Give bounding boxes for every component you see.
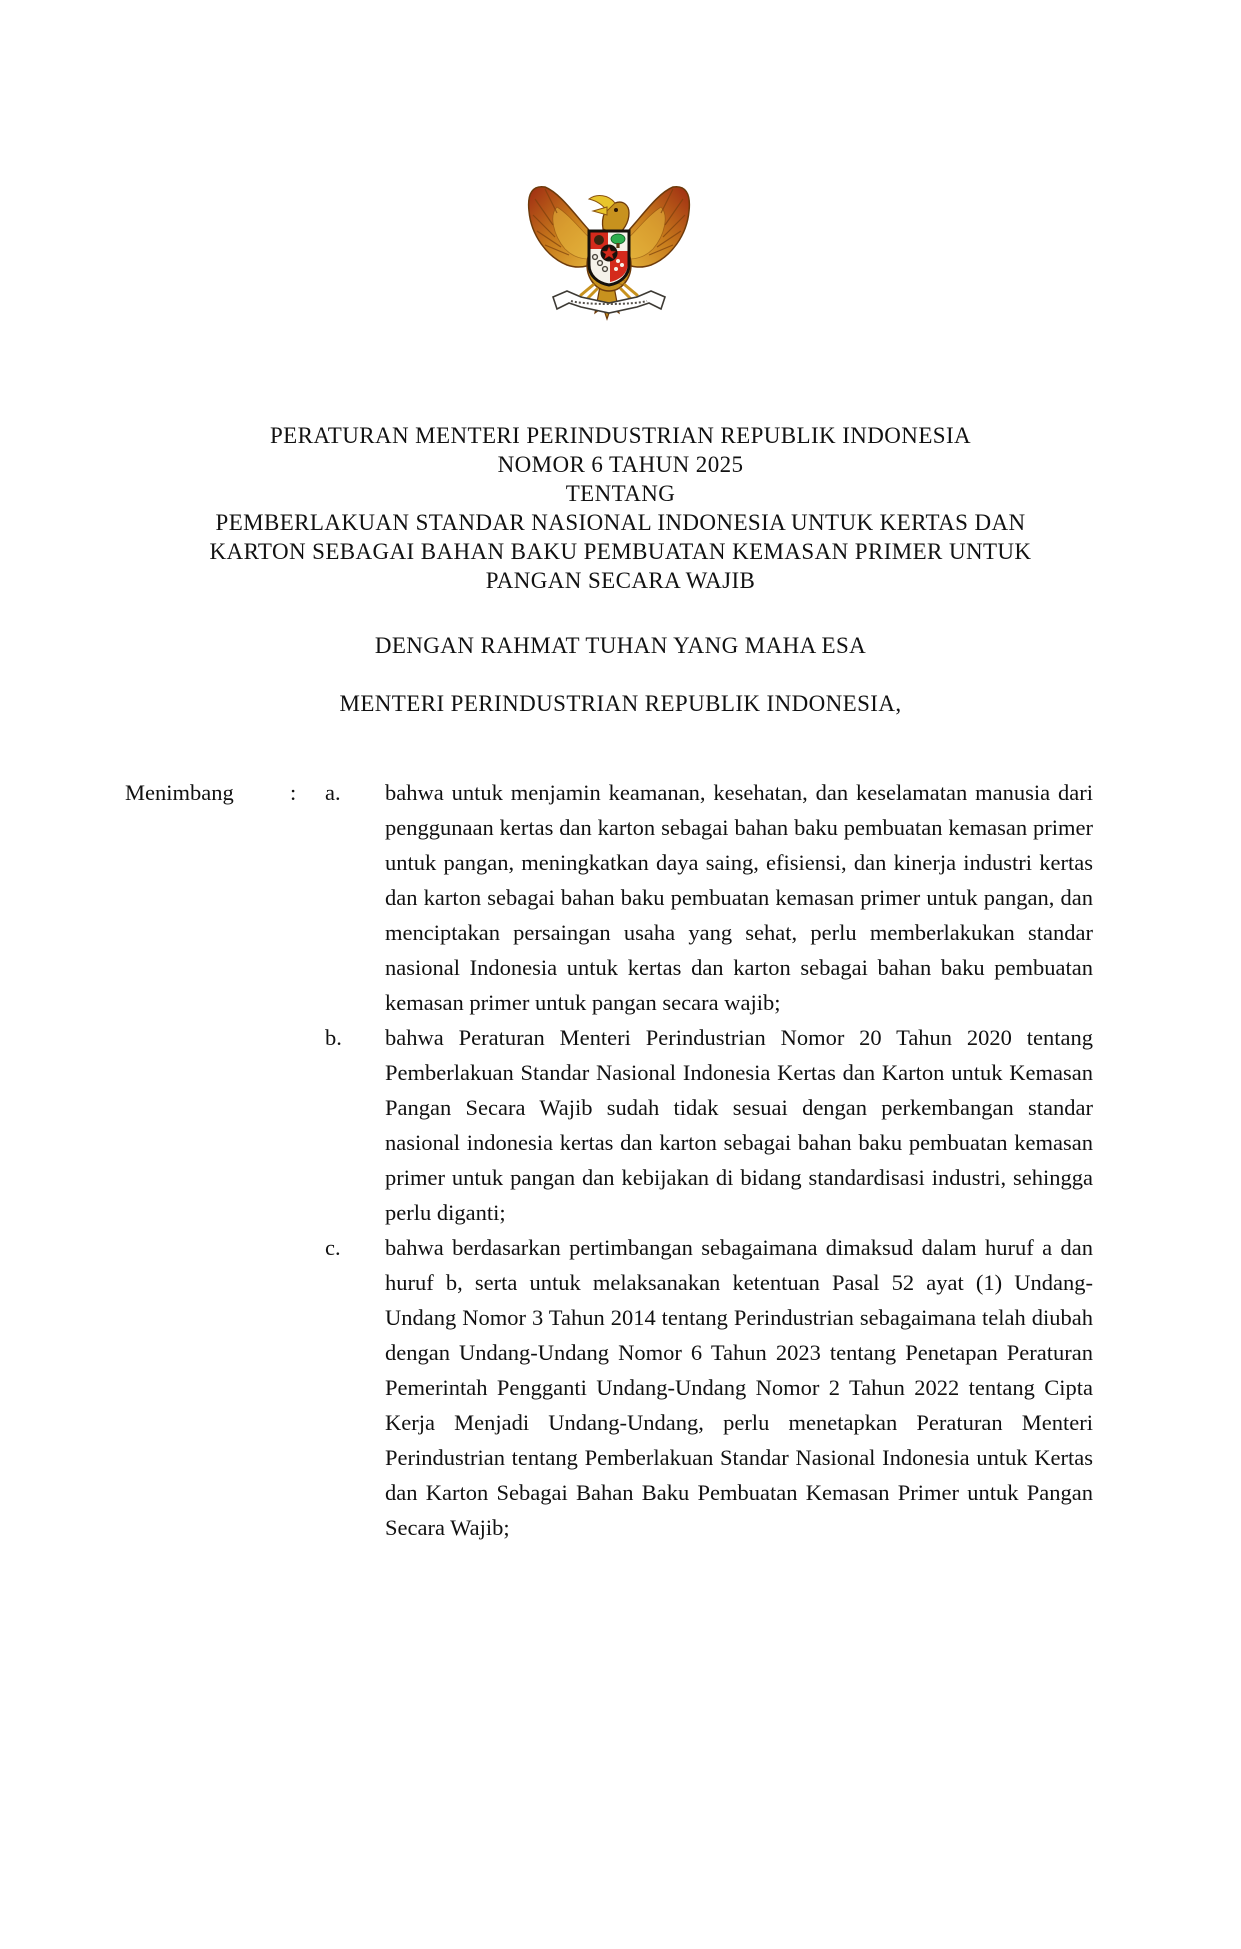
title-line-ministry: PERATURAN MENTERI PERINDUSTRIAN REPUBLIK INDONESIA bbox=[269, 423, 972, 448]
title-line-subject-1: PEMBERLAKUAN STANDAR NASIONAL INDONESIA UNTUK KERTAS DAN bbox=[215, 510, 1026, 535]
item-marker: c. bbox=[325, 1235, 341, 1260]
item-marker: b. bbox=[325, 1025, 342, 1050]
considerations-section bbox=[0, 775, 1241, 1545]
title-line-tentang: TENTANG bbox=[565, 481, 676, 506]
item-text: bahwa Peraturan Menteri Perindustrian Nomor 20 Tahun 2020 tentang Pemberlakuan Standar Nasional Indonesia Kertas dan Karton untuk Kemasan Pangan Secara Wajib sudah tidak sesuai dengan perkembangan standar nasional indonesia kertas dan karton sebagai bahan baku pembuatan kemasan primer untuk pangan dan kebijakan di bidang standardisasi industri, sehingga perlu diganti; bbox=[385, 1025, 1093, 1225]
item-marker: a. bbox=[325, 780, 341, 805]
garuda-pancasila-emblem bbox=[523, 173, 695, 325]
title-line-subject-2: KARTON SEBAGAI BAHAN BAKU PEMBUATAN KEMASAN PRIMER UNTUK bbox=[209, 539, 1032, 564]
invocation-line: DENGAN RAHMAT TUHAN YANG MAHA ESA bbox=[374, 633, 867, 658]
item-text: bahwa berdasarkan pertimbangan sebagaimana dimaksud dalam huruf a dan huruf b, serta untuk melaksanakan ketentuan Pasal 52 ayat (1) Undang-Undang Nomor 3 Tahun 2014 tentang Perindustrian sebagaimana telah diubah dengan Undang-Undang Nomor 6 Tahun 2023 tentang Penetapan Peraturan Pemerintah Pengganti Undang-Undang Nomor 2 Tahun 2022 tentang Cipta Kerja Menjadi Undang-Undang, perlu menetapkan Peraturan Menteri Perindustrian tentang Pemberlakuan Standar Nasional Indonesia untuk Kertas dan Karton Sebagai Bahan Baku Pembuatan Kemasan Primer untuk Pangan Secara Wajib; bbox=[385, 1235, 1093, 1540]
title-line-subject-3: PANGAN SECARA WAJIB bbox=[485, 568, 756, 593]
consideration-item-c bbox=[325, 1230, 1093, 1545]
garuda-pancasila-icon bbox=[523, 173, 695, 325]
title-line-number: NOMOR 6 TAHUN 2025 bbox=[497, 452, 744, 477]
consideration-item-a bbox=[325, 775, 1093, 1020]
item-text: bahwa untuk menjamin keamanan, kesehatan, dan keselamatan manusia dari penggunaan kertas dan karton sebagai bahan baku pembuatan kemasan primer untuk pangan, meningkatkan daya saing, efisiensi, dan kinerja industri kertas dan karton sebagai bahan baku pembuatan kemasan primer untuk pangan, dan menciptakan persaingan usaha yang sehat, perlu memberlakukan standar nasional Indonesia untuk kertas dan karton sebagai bahan baku pembuatan kemasan primer untuk pangan secara wajib; bbox=[385, 780, 1093, 1015]
considerations-items bbox=[325, 775, 1093, 1545]
authority-line: MENTERI PERINDUSTRIAN REPUBLIK INDONESIA, bbox=[339, 691, 902, 716]
regulation-title bbox=[0, 421, 1241, 595]
consideration-item-b bbox=[325, 1020, 1093, 1230]
considerations-label: Menimbang bbox=[125, 780, 234, 805]
considerations-separator: : bbox=[290, 780, 297, 805]
